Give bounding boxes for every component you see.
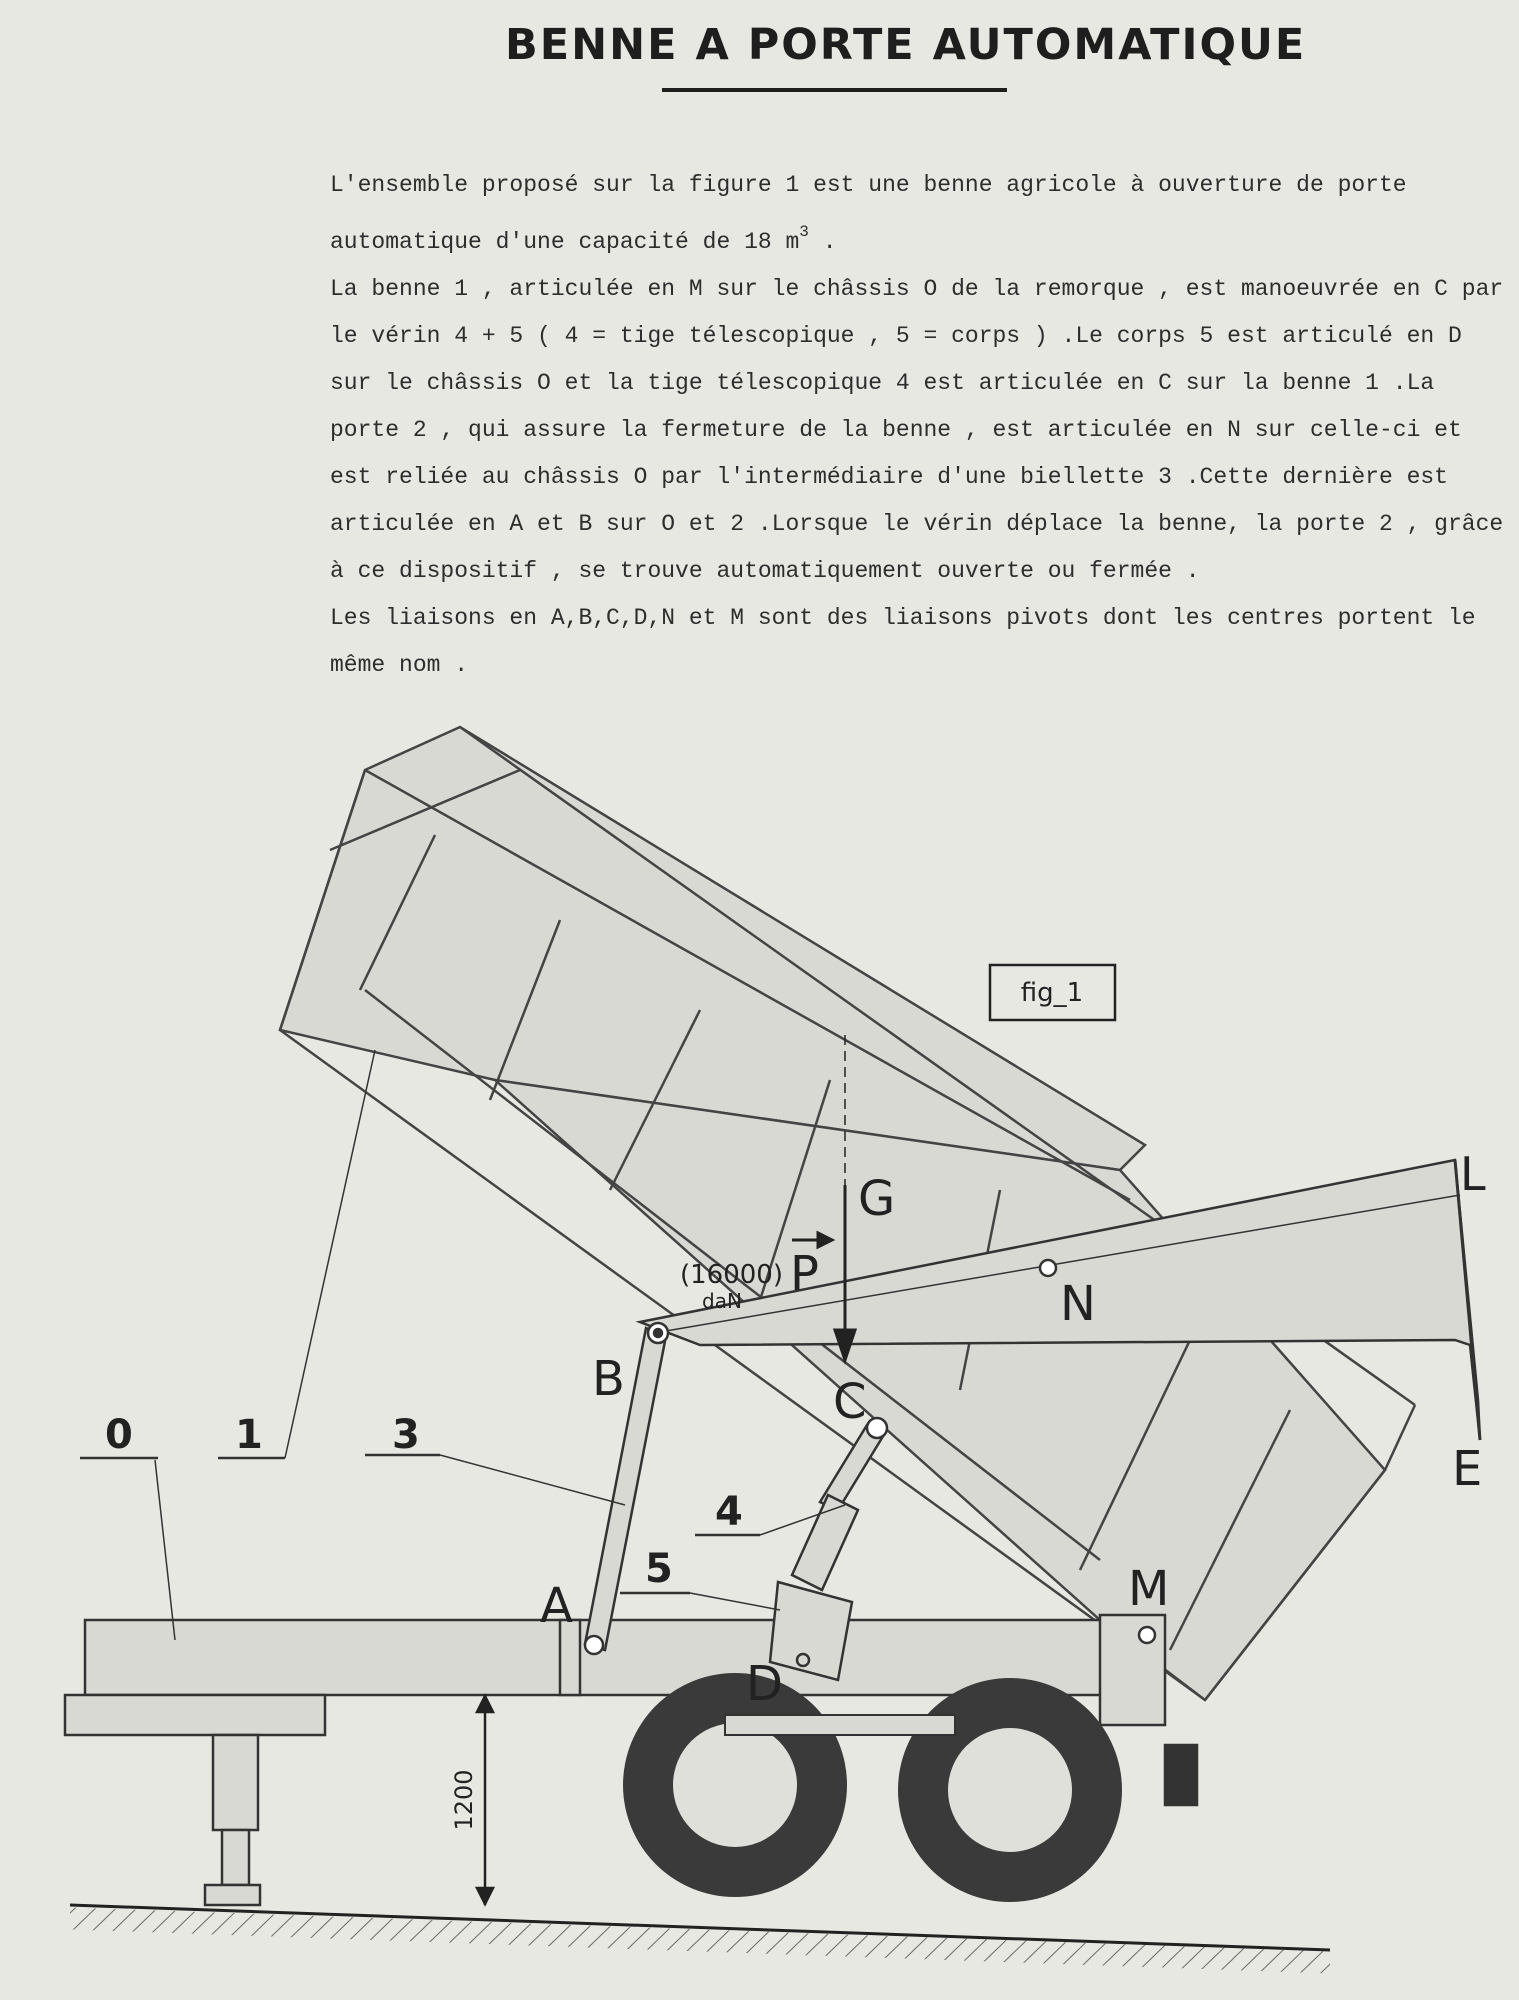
part-1-label: 1 [235,1412,263,1458]
ground [70,1905,1330,1973]
force-value: (16000) [680,1260,783,1290]
pivot-n-marker [1040,1260,1056,1276]
figure-caption: fig_1 [1020,978,1084,1008]
point-a-label: A [540,1578,573,1634]
point-n-label: N [1060,1276,1096,1332]
part-3-label: 3 [392,1412,420,1458]
point-d-label: D [746,1656,783,1712]
cubic-exponent: 3 [799,223,809,241]
paragraph-1-text: L'ensemble proposé sur la figure 1 est une benne agricole à ouverture de porte automatique d'une capacité de 18 m [330,172,1407,255]
point-l-label: L [1460,1147,1486,1201]
point-c-label: C [833,1374,867,1430]
point-e-label: E [1452,1441,1483,1497]
paragraph-3: Les liaisons en A,B,C,D,N et M sont des liaisons pivots dont les centres portent le même nom . [330,605,1476,678]
paragraph-1-end: . [808,229,837,255]
point-g-label: G [858,1171,896,1227]
document-title: BENNE A PORTE AUTOMATIQUE [505,20,1307,70]
wheels [623,1673,1122,1902]
paragraph-2: La benne 1 , articulée en M sur le châssis O de la remorque , est manoeuvrée en C par le vérin 4 + 5 ( 4 = tige télescopique , 5 = corps ) .Le corps 5 est articulé en D sur le châssis O et la tige télescopique 4 est articulée en C sur la benne 1 .La porte 2 , qui assure la fermeture de la benne , est articulée en N sur celle-ci et est reliée au châssis O par l'intermédiaire d'une biellette 3 .Cette dernière est articulée en A et B sur O et 2 .Lorsque le vérin déplace la benne, la porte 2 , grâce à ce dispositif , se trouve automatiquement ouverte ou fermée . [330,276,1504,584]
height-dimension-label: 1200 [450,1769,478,1831]
force-unit: daN [702,1289,742,1313]
height-dimension [477,1695,493,1905]
part-4-label: 4 [715,1489,743,1535]
part-0-label: 0 [105,1412,133,1458]
point-b-label: B [592,1351,625,1407]
force-symbol: P [790,1246,819,1302]
point-m-label: M [1128,1561,1170,1617]
pivot-m-marker [1139,1627,1155,1643]
part-5-label: 5 [645,1546,673,1592]
